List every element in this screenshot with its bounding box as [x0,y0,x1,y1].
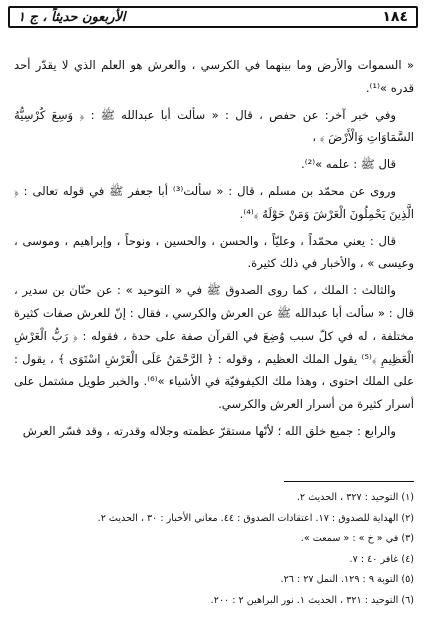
main-text [14,54,414,447]
paragraph: وروى عن محمّد بن مسلم ، قال : « سألت⁽³⁾ أبا جعفر ﷺ في قوله تعالى : ﴿ الَّذِينَ يَحْمِلُونَ الْعَرْشَ وَمَنْ حَوْلَهُ ﴾⁽⁴⁾. [14,183,414,221]
paragraph: والثالث : الملك ، كما روى الصدوق ﷺ في « التوحيد » : عن حنّان بن سدير ، قال : « سألت أبا عبدالله ﷺ عن العرش والكرسي ، فقال : إنّ للعرش صفات كثيرة مختلفة ، له في كلّ سبب وُضِعَ في القرآن صفة على حدة ، فقوله : ﴿ رَبُّ الْعَرْشِ الْعَظِيمِ ﴾⁽⁵⁾ يقول الملك العظيم ، وقوله : ﴿ الرَّحْمَنُ عَلَى الْعَرْشِ اسْتَوَى ﴾ ، يقول : على الملك احتوى ، وهذا ملك الكيفوفيّة في الأشياء »⁽⁶⁾. والخبر طويل مشتمل على أسرار كثيرة من أسرار العرش والكرسي. [14,283,415,412]
footnote: (٦) التوحيد : ٣٢١ ، الحديث ١. نور البراهين ٢ : ٢٠٠. [210,594,414,606]
footnote: (١) التوحيد : ٣٢٧ ، الحديث ٢. [296,492,414,503]
paragraph: « السموات والأرض وما بينهما في الكرسي ، والعرش هو العلم الذي لا يقدّر أحد قدره »⁽¹⁾. [14,58,414,95]
footnote-divider [284,481,414,482]
paragraph: قال ﷺ : علمه »⁽²⁾. [301,157,396,172]
page-header [8,6,418,28]
footnotes [14,488,414,611]
footnote: (٥) التوبة ٩ : ١٢٩. النمل ٢٧ : ٢٦. [280,574,414,585]
book-title: الأربعون حديثاً ، ج ١ [18,9,126,25]
footnote: (٢) الهداية للصدوق : ١٧. اعتقادات الصدوق : ٤٤. معاني الأخبار : ٣٠ ، الحديث ٢. [97,512,414,524]
paragraph: وفي خبر آخر: عن حفص ، قال : « سألت أبا عبدالله ﷺ : ﴿ وَسِعَ كُرْسِيُّهُ السَّمَاوَاتِ وَالْأَرْضَ ﴾ ، [14,107,414,145]
paragraph: قال : يعني محمّداً ، وعليّاً ، والحسن ، والحسين ، ونوحاً ، وإبراهيم ، وموسى ، وعيسى » ، والأخبار في ذلك كثيرة. [14,233,414,271]
footnote: (٤) غافر ٤٠ : ٧. [349,553,414,565]
footnote: (٣) في « خ » : « سمعت ». [300,533,414,544]
page-number: ١٨٤ [382,9,408,25]
paragraph: والرابع : جميع خلق الله ؛ لأنّها مستقرّ عظمته وجلاله وقدرته ، وقد فسّر العرش [22,423,396,438]
